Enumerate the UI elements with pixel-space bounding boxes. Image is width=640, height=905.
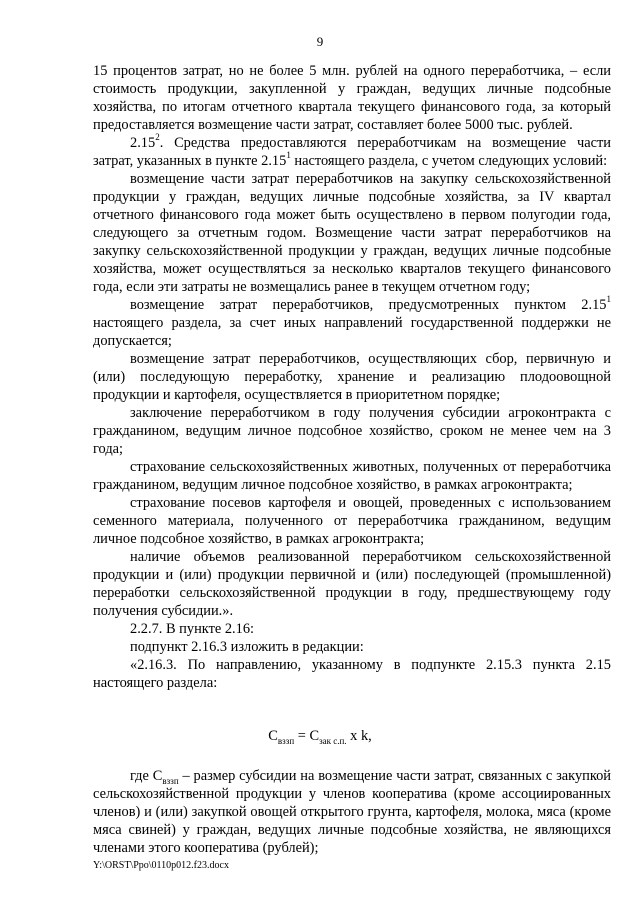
paragraph-1: 15 процентов затрат, но не более 5 млн. рублей на одного переработчика, – если стоимость продукции, закупленной у граждан, ведущих личные подсобные хозяйства, по итогам отчетного квартала текущего финансового года, за который предоставляется возмещение части затрат, составляет более 5000 тыс. рублей. <box>93 63 611 133</box>
paragraph-2: 2.15$^2$. Средства предоставляются переработчикам на возмещение части затрат, указанных в пункте 2.15$^1$ настоящего раздела, с учетом следующих условий: <box>93 132 611 169</box>
paragraph-9: наличие объемов реализованной переработчиком сельскохозяйственной продукции и (или) продукции первичной и (или) последующей (промышленной) переработки сельскохозяйственной продукции в году, предшествующему году получения субсидии.». <box>93 549 611 619</box>
formula-explanation <box>93 767 611 857</box>
paragraph-7: страхование сельскохозяйственных животных, полученных от переработчика гражданином, ведущим личное подсобное хозяйство, в рамках агроконтракта; <box>93 459 611 493</box>
paragraph-8: страхование посевов картофеля и овощей, проведенных с использованием семенного материала, полученного от переработчика гражданином, ведущим личное подсобное хозяйство, в рамках агроконтракта; <box>93 495 611 547</box>
explanation-paragraph: где $С_{вззп}$ – размер субсидии на возмещение части затрат, связанных с закупкой сельскохозяйственной продукции у членов кооператива (кроме ассоциированных членов) и (или) закупкой овощей открытого грунта, картофеля, молока, мяса (кроме мяса свиней) у граждан, ведущих личные подсобные хозяйства, не являющихся членами этого кооператива (рублей); <box>93 768 612 856</box>
paragraph-12: «2.16.3. По направлению, указанному в подпункте 2.15.3 пункта 2.15 настоящего раздела: <box>93 657 611 691</box>
paragraph-11: подпункт 2.16.3 изложить в редакции: <box>130 639 364 655</box>
paragraph-3: возмещение части затрат переработчиков на закупку сельскохозяйственной продукции у граждан, ведущих личные подсобные хозяйства, за IV квартал отчетного финансового года может быть осуществлено в первом полугодии года, следующего за отчетным годом. Возмещение части затрат переработчиков на закупку сельскохозяйственной продукции у граждан, ведущих личные подсобные хозяйства, может осуществляться за несколько кварталов текущего финансового года, если эти затраты не возмещались ранее в текущем отчетном году; <box>93 171 611 295</box>
file-path-footer: Y:\ORST\Ppo\0110p012.f23.docx <box>93 860 229 871</box>
formula: $С_{вззп} = С_{зак с.п.}$ x k, <box>268 728 372 746</box>
paragraph-5: возмещение затрат переработчиков, осуществляющих сбор, первичную и (или) последующую переработку, хранение и реализацию плодоовощной продукции и картофеля, осуществляется в приоритетном порядке; <box>93 351 611 403</box>
paragraph-10: 2.2.7. В пункте 2.16: <box>130 621 255 637</box>
page-number: 9 <box>316 34 324 49</box>
paragraph-6: заключение переработчиком в году получения субсидии агроконтракта с гражданином, ведущим личное подсобное хозяйство, сроком не менее чем на 3 года; <box>93 405 611 457</box>
document-body <box>93 62 611 692</box>
paragraph-4: возмещение затрат переработчиков, предусмотренных пунктом 2.15$^1$ настоящего раздела, за счет иных направлений государственной поддержки не допускается; <box>93 294 611 349</box>
